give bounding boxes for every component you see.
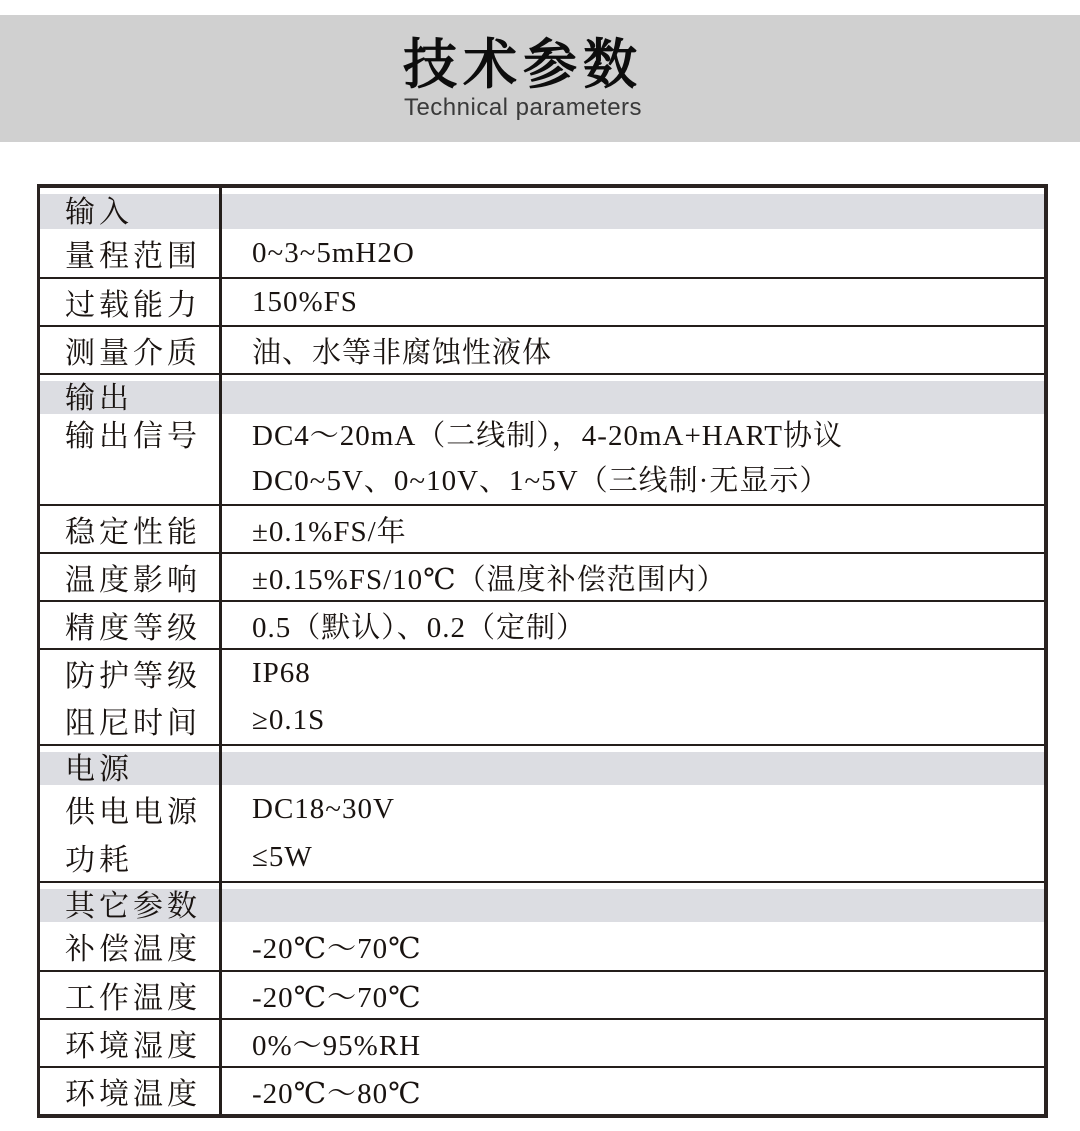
row-value: 油、水等非腐蚀性液体 xyxy=(252,336,553,369)
section-row xyxy=(40,373,1044,414)
row-label: 其它参数 xyxy=(65,889,201,923)
row-label-cell xyxy=(40,327,222,373)
row-value: ≥0.1S xyxy=(252,703,326,736)
row-value: ≤5W xyxy=(252,840,313,873)
row-label-cell xyxy=(40,414,222,504)
parameters-table xyxy=(37,184,1048,1118)
row-label: 防护等级 xyxy=(65,660,201,693)
row-label-cell xyxy=(40,375,222,414)
row-label: 环境湿度 xyxy=(65,1030,201,1063)
row-label: 电源 xyxy=(65,752,133,786)
row-value: -20℃～70℃ xyxy=(252,932,422,965)
row-value-line: DC4～20mA（二线制），4-20mA+HART协议 xyxy=(252,420,843,452)
row-label: 补偿温度 xyxy=(65,933,201,966)
table-row xyxy=(40,552,1044,600)
table-row xyxy=(40,1066,1044,1114)
row-label: 输出信号 xyxy=(65,420,201,453)
row-label: 输入 xyxy=(65,195,133,229)
row-label: 稳定性能 xyxy=(65,516,201,549)
section-row xyxy=(40,744,1044,785)
table-row xyxy=(40,504,1044,552)
table-row xyxy=(40,922,1044,970)
table-row xyxy=(40,785,1044,833)
table-row xyxy=(40,970,1044,1018)
row-label-cell xyxy=(40,506,222,552)
row-label-cell xyxy=(40,922,222,970)
row-value: DC18~30V xyxy=(252,792,395,825)
section-row xyxy=(40,188,1044,229)
row-label: 供电电源 xyxy=(65,796,201,829)
row-label-cell xyxy=(40,1068,222,1114)
row-label-cell xyxy=(40,602,222,648)
row-value: ±0.1%FS/年 xyxy=(252,515,407,548)
row-label-cell xyxy=(40,746,222,785)
row-label-cell xyxy=(40,883,222,922)
row-value: -20℃～80℃ xyxy=(252,1077,422,1110)
row-label: 功耗 xyxy=(65,844,133,877)
row-label-cell xyxy=(40,650,222,696)
row-value: 0%～95%RH xyxy=(252,1029,422,1062)
table-row xyxy=(40,600,1044,648)
page-subtitle: Technical parameters xyxy=(403,94,643,121)
row-value-line: DC0~5V、0~10V、1~5V（三线制·无显示） xyxy=(252,465,830,497)
row-label: 温度影响 xyxy=(65,564,201,597)
row-value: ±0.15%FS/10℃（温度补偿范围内） xyxy=(252,563,727,596)
row-label: 工作温度 xyxy=(65,982,201,1015)
row-label: 环境温度 xyxy=(65,1078,201,1111)
table-row xyxy=(40,833,1044,881)
row-label: 阻尼时间 xyxy=(65,707,201,740)
row-label: 输出 xyxy=(65,381,133,415)
row-value: -20℃～70℃ xyxy=(252,981,422,1014)
row-value-cell xyxy=(222,414,1044,504)
row-label: 量程范围 xyxy=(65,240,201,273)
table-row xyxy=(40,648,1044,696)
table-row xyxy=(40,696,1044,744)
row-label-cell xyxy=(40,1020,222,1066)
row-label-cell xyxy=(40,279,222,325)
row-label-cell xyxy=(40,188,222,229)
table-row xyxy=(40,325,1044,373)
table-row xyxy=(40,229,1044,277)
page-title: 技术参数 xyxy=(403,35,643,95)
row-label-cell xyxy=(40,785,222,833)
row-label: 精度等级 xyxy=(65,612,201,645)
row-label-cell xyxy=(40,554,222,600)
section-row xyxy=(40,881,1044,922)
table-row xyxy=(40,414,1044,504)
row-value: 150%FS xyxy=(252,285,358,318)
row-label: 测量介质 xyxy=(65,337,201,370)
row-label-cell xyxy=(40,229,222,277)
row-value: 0.5（默认）、0.2（定制） xyxy=(252,611,587,644)
header-banner xyxy=(0,15,1080,142)
row-label: 过载能力 xyxy=(65,289,201,322)
row-label-cell xyxy=(40,972,222,1018)
row-label-cell xyxy=(40,833,222,881)
row-value: 0~3~5mH2O xyxy=(252,236,415,269)
header-text-block xyxy=(403,36,643,121)
row-label-cell xyxy=(40,696,222,744)
table-row xyxy=(40,277,1044,325)
table-row xyxy=(40,1018,1044,1066)
row-value: IP68 xyxy=(252,656,311,689)
